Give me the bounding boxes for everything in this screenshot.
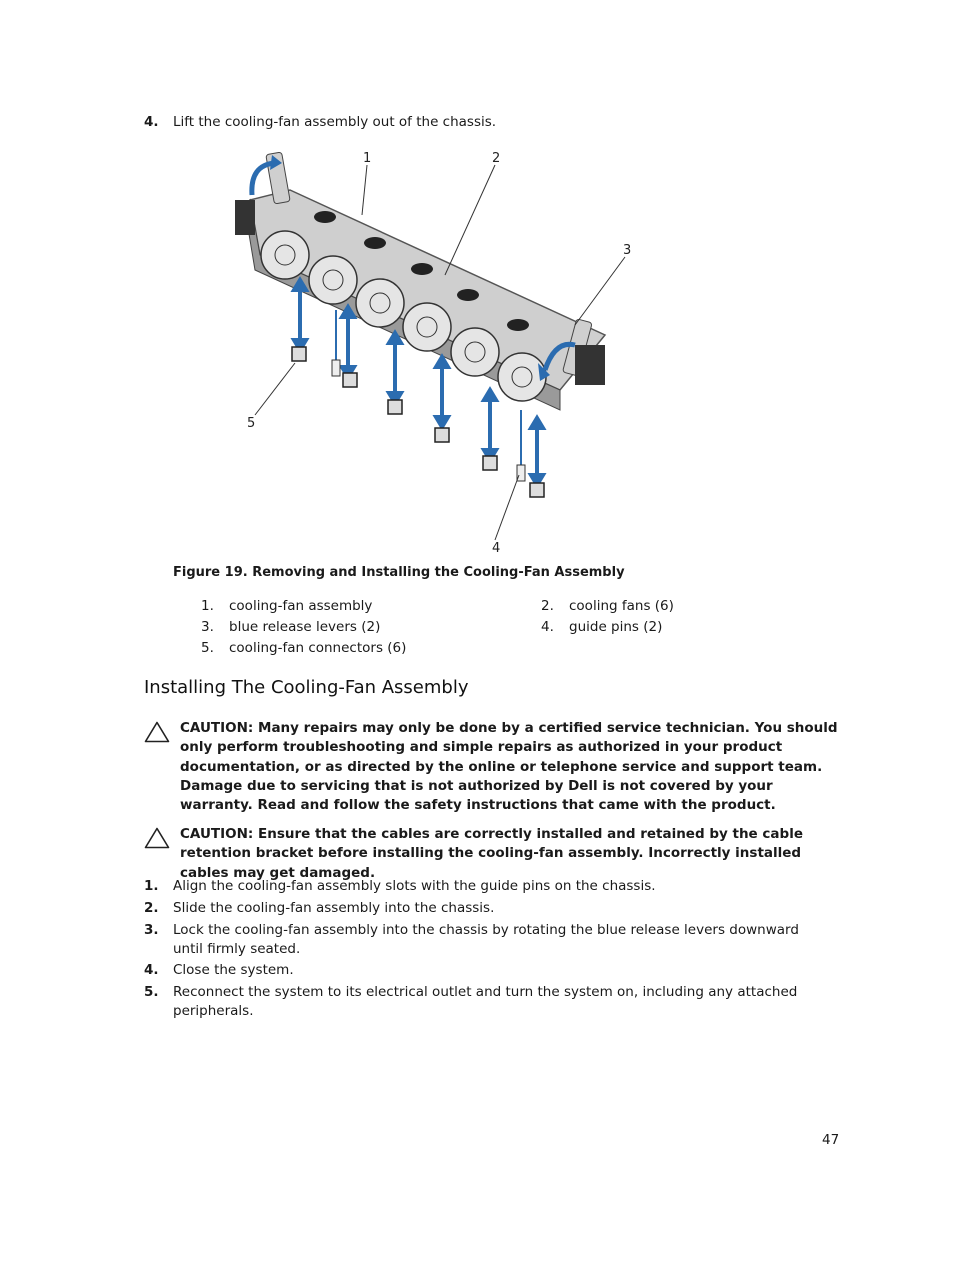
step-number: 1. (144, 878, 159, 894)
step-number: 3. (144, 922, 159, 938)
warning-triangle-icon (144, 721, 170, 743)
step-text: Lift the cooling-fan assembly out of the chassis. (173, 114, 497, 130)
step-text: Align the cooling-fan assembly slots with the guide pins on the chassis. (173, 878, 656, 894)
legend-number: 3. (201, 619, 214, 635)
step-text: Close the system. (173, 962, 294, 978)
callout-5: 5 (247, 416, 256, 431)
legend-label: cooling-fan assembly (229, 598, 373, 614)
legend-label: blue release levers (2) (229, 619, 381, 635)
legend-number: 1. (201, 598, 214, 614)
step-number: 4. (144, 962, 159, 978)
step-text: Slide the cooling-fan assembly into the chassis. (173, 900, 495, 916)
legend-number: 4. (541, 619, 554, 635)
callout-2: 2 (492, 151, 501, 166)
legend-item (201, 618, 380, 637)
legend-item (201, 639, 406, 658)
callout-4: 4 (492, 541, 501, 556)
page-number: 47 (822, 1132, 840, 1148)
step-number: 4. (144, 114, 159, 130)
legend-label: cooling-fan connectors (6) (229, 640, 407, 656)
caution-text: CAUTION: Ensure that the cables are correctly installed and retained by the cable retention bracket before installing the cooling-fan assembly. Incorrectly installed cables may get damaged. (180, 826, 803, 881)
legend-number: 5. (201, 640, 214, 656)
legend-item (201, 597, 372, 616)
legend-label: cooling fans (6) (569, 598, 674, 614)
legend-number: 2. (541, 598, 554, 614)
callout-1: 1 (363, 151, 372, 166)
legend-label: guide pins (2) (569, 619, 663, 635)
step-number: 5. (144, 984, 159, 1000)
figure-drawing (230, 145, 650, 560)
cooling-fan-assembly-illustration (230, 145, 650, 560)
step-number: 2. (144, 900, 159, 916)
step-text: Lock the cooling-fan assembly into the chassis by rotating the blue release levers downward until firmly seated. (173, 922, 799, 957)
legend-item (541, 597, 674, 616)
figure-caption: Figure 19. Removing and Installing the Cooling-Fan Assembly (173, 565, 625, 580)
section-heading: Installing The Cooling-Fan Assembly (144, 677, 469, 698)
caution-text: CAUTION: Many repairs may only be done by a certified service technician. You should only perform troubleshooting and simple repairs as authorized in your product documentation, or as directed by the online or telephone service and support team. Damage due to servicing that is not authorized by Dell is not covered by your warranty. Read and follow the safety instructions that came with the product. (180, 720, 838, 814)
callout-3: 3 (623, 243, 632, 258)
warning-triangle-icon (144, 827, 170, 849)
legend-item (541, 618, 662, 637)
step-text: Reconnect the system to its electrical outlet and turn the system on, including any attached peripherals. (173, 984, 798, 1019)
